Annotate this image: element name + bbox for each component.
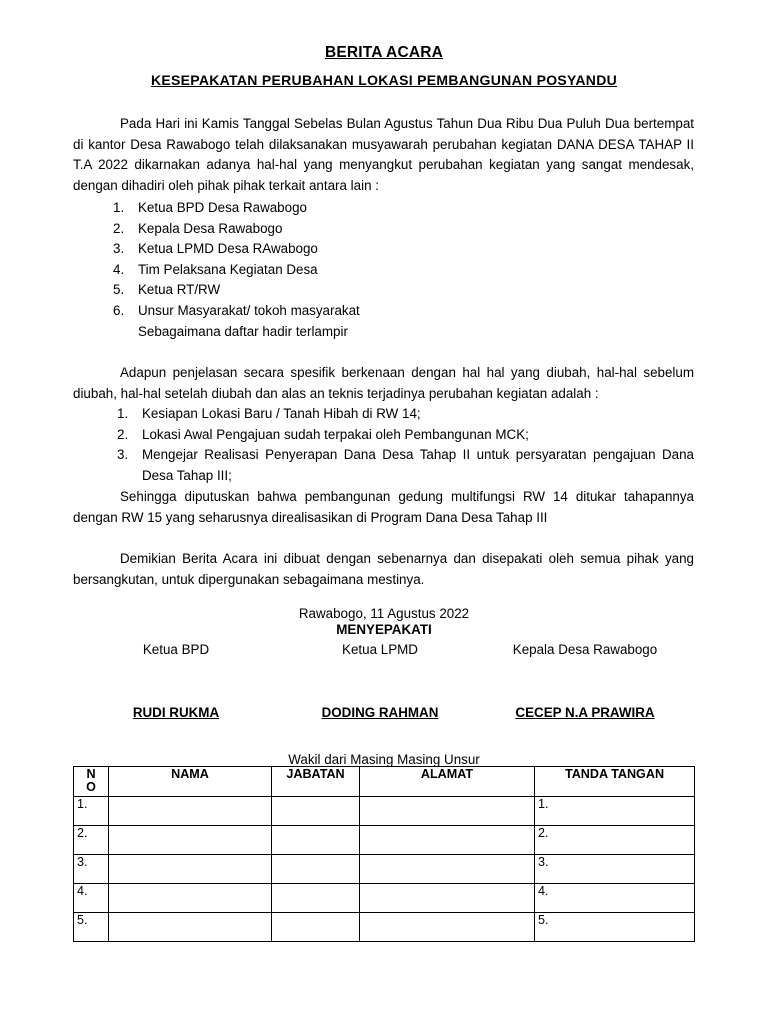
list-item-text: Ketua LPMD Desa RAwabogo <box>138 241 318 257</box>
cell-alamat <box>360 826 535 855</box>
decision-paragraph: Sehingga diputuskan bahwa pembangunan gedung multifungsi RW 14 ditukar tahapannya dengan RW 15 yang seharusnya direalisasikan di Program Dana Desa Tahap III <box>73 489 694 525</box>
cell-jabatan <box>272 855 360 884</box>
table-row <box>74 797 695 826</box>
cell-no: 4. <box>74 884 109 913</box>
signatory-role-bpd: Ketua BPD <box>142 642 210 657</box>
cell-jabatan <box>272 913 360 942</box>
cell-jabatan <box>272 826 360 855</box>
list-item-number: 5. <box>113 282 125 298</box>
cell-tanda-tangan: 3. <box>535 855 695 884</box>
list-item <box>73 301 694 322</box>
list-item <box>73 280 694 301</box>
list-item <box>73 219 694 240</box>
cell-no: 5. <box>74 913 109 942</box>
cell-alamat <box>360 797 535 826</box>
document-title: BERITA ACARA <box>324 44 444 61</box>
list-item-text: Ketua RT/RW <box>138 282 221 298</box>
cell-no: 3. <box>74 855 109 884</box>
attendee-list <box>73 198 694 322</box>
cell-alamat <box>360 855 535 884</box>
header-alamat: ALAMAT <box>360 767 535 797</box>
closing-paragraph: Demikian Berita Acara ini dibuat dengan sebenarnya dan disepakati oleh semua pihak yang bersangkutan, untuk dipergunakan sebagaimana mestinya. <box>73 551 694 587</box>
table-header-row <box>74 767 695 797</box>
list-item <box>73 425 694 446</box>
list-item-text: Ketua BPD Desa Rawabogo <box>138 200 307 215</box>
list-item <box>73 239 694 260</box>
list-item-number: 1. <box>117 406 129 421</box>
cell-no: 2. <box>74 826 109 855</box>
table-row <box>74 884 695 913</box>
cell-nama <box>109 913 272 942</box>
list-item-number: 6. <box>113 302 125 318</box>
list-item <box>73 260 694 281</box>
cell-tanda-tangan: 2. <box>535 826 695 855</box>
explanation-paragraph: Adapun penjelasan secara spesifik berkenaan dengan hal hal yang diubah, hal-hal sebelum diubah, hal-hal setelah diubah dan alas an teknis terjadinya perubahan kegiatan adalah : <box>73 365 694 401</box>
representatives-table <box>73 766 695 942</box>
cell-nama <box>109 884 272 913</box>
cell-nama <box>109 797 272 826</box>
cell-nama <box>109 826 272 855</box>
list-item-number: 4. <box>113 261 125 277</box>
header-no-line2: O <box>86 780 96 794</box>
list-item-number: 2. <box>113 220 125 236</box>
place-date: Rawabogo, 11 Agustus 2022 <box>298 606 470 621</box>
list-item-number: 2. <box>117 426 129 442</box>
list-item-text: Tim Pelaksana Kegiatan Desa <box>138 261 318 277</box>
signatory-role-kades: Kepala Desa Rawabogo <box>512 642 658 657</box>
list-item-text: Unsur Masyarakat/ tokoh masyarakat <box>138 302 360 318</box>
header-no-line1: N <box>86 767 96 781</box>
table-row <box>74 826 695 855</box>
table-title: Wakil dari Masing Masing Unsur <box>288 752 480 767</box>
cell-alamat <box>360 913 535 942</box>
reason-list <box>73 404 694 486</box>
signatory-name-kades: CECEP N.A PRAWIRA <box>515 705 655 720</box>
list-item <box>73 404 694 425</box>
table-row <box>74 913 695 942</box>
cell-jabatan <box>272 797 360 826</box>
list-item-text: Lokasi Awal Pengajuan sudah terpakai oleh Pembangunan MCK; <box>142 426 529 442</box>
cell-jabatan <box>272 884 360 913</box>
list-item-text: Kesiapan Lokasi Baru / Tanah Hibah di RW 14; <box>142 406 421 421</box>
list-item-text: Mengejar Realisasi Penyerapan Dana Desa Tahap II untuk persyaratan pengajuan Dana Desa Tahap III; <box>142 447 694 483</box>
list-item-number: 1. <box>113 200 125 215</box>
list-item <box>73 198 694 219</box>
signatory-role-lpmd: Ketua LPMD <box>342 642 418 657</box>
cell-no: 1. <box>74 797 109 826</box>
table-row <box>74 855 695 884</box>
opening-paragraph: Pada Hari ini Kamis Tanggal Sebelas Bulan Agustus Tahun Dua Ribu Dua Puluh Dua bertempat di kantor Desa Rawabogo telah dilaksanakan musyawarah perubahan kegiatan DANA DESA TAHAP II T.A 2022 dikarnakan adanya hal-hal yang menyangkut perubahan kegiatan yang sangat mendesak, dengan dihadiri oleh pihak pihak terkait antara lain : <box>73 116 694 193</box>
cell-tanda-tangan: 1. <box>535 797 695 826</box>
attendance-note: Sebagaimana daftar hadir terlampir <box>138 324 348 339</box>
header-nama: NAMA <box>109 767 272 797</box>
agreed-label: MENYEPAKATI <box>336 622 432 637</box>
signatory-name-bpd: RUDI RUKMA <box>132 705 220 720</box>
cell-tanda-tangan: 5. <box>535 913 695 942</box>
document-subtitle: KESEPAKATAN PERUBAHAN LOKASI PEMBANGUNAN POSYANDU <box>150 72 618 88</box>
list-item-number: 3. <box>117 447 129 463</box>
signatory-name-lpmd: DODING RAHMAN <box>321 705 439 720</box>
list-item-text: Kepala Desa Rawabogo <box>138 220 283 236</box>
header-no <box>74 767 109 797</box>
list-item <box>73 445 694 486</box>
list-item-number: 3. <box>113 241 125 257</box>
cell-alamat <box>360 884 535 913</box>
cell-tanda-tangan: 4. <box>535 884 695 913</box>
header-tanda-tangan: TANDA TANGAN <box>535 767 695 797</box>
header-jabatan: JABATAN <box>272 767 360 797</box>
cell-nama <box>109 855 272 884</box>
